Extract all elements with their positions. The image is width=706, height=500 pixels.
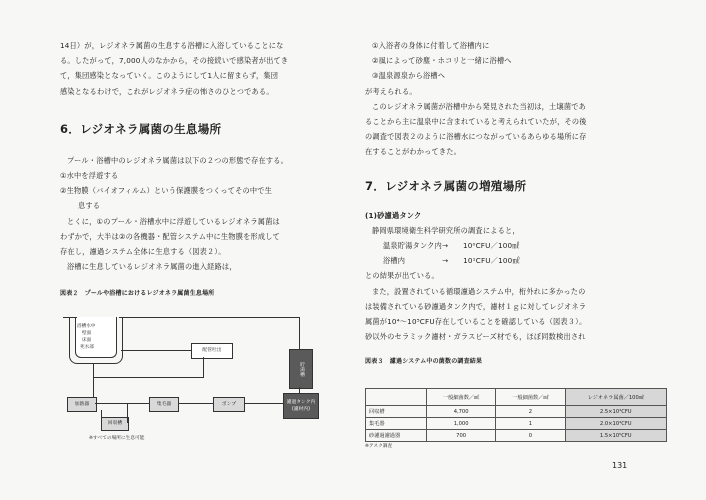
table-cell: 1.5×10⁵CFU [565,430,666,442]
table-cell: 700 [426,430,495,442]
paragraph-line: 感染となるわけで，これがレジオネラ症の怖さのひとつである。 [60,86,274,96]
paragraph-line: 属菌が10⁴〜10⁵CFU存在していることを確認している（図表３）。 [365,317,587,327]
pipe [203,357,204,378]
tank-label: 床面 [82,338,92,343]
pump-box: ポンプ [213,397,245,412]
table-row [366,406,667,418]
paragraph-line: 浴槽に生息しているレジオネラ属菌の進入経路は， [67,262,237,272]
paragraph-line: 14日）が，レジオネラ属菌の生息する浴槽に入浴していることにな [60,41,284,50]
paragraph-line: また，設置されている循環濾過システム中，桁外れに多かったの [372,286,586,296]
figure-2-note: ※すべての場所に生息可能 [89,436,145,441]
paragraph-line: 静岡県環境衛生科学研究所の調査によると， [372,225,520,235]
paragraph-line: の調査で図表２のように浴槽水につながっているあらゆる場所に存 [365,132,587,142]
pipe [95,403,300,404]
pipe [63,317,77,318]
pipe [119,317,299,318]
list-item-continued: 息する [78,201,101,211]
list-item: ①入浴者の身体に付着して浴槽内に [372,41,490,50]
table-cell: 砂濾過濾過器 [366,430,427,442]
table-cell: 4,700 [426,406,495,418]
inlet-box: 配管吐出 [191,343,233,359]
section-heading-6: 6．レジオネラ属菌の生息場所 [60,121,222,136]
table-row [366,430,667,442]
table-cell: 1 [496,418,565,430]
table-header: 一般細菌数／㎖ [496,389,565,406]
filter-tank-label: (濾材内) [291,407,311,412]
page-number: 131 [612,461,628,470]
figure-3-table [365,388,667,442]
pipe [93,377,203,378]
paragraph-line: このレジオネラ属菌が浴槽中から発見された当初は，土壌菌であ [372,101,586,111]
table-row [366,418,667,430]
subsection-heading: (1)砂濾過タンク [365,210,422,220]
table-header: レジオネラ属菌／100㎖ [565,389,666,406]
tank-labels [77,323,95,351]
recovery-box: 回収槽 [101,417,129,431]
right-column [365,38,665,365]
figure-2-caption: 図表２ プールや浴槽におけるレジオネラ属菌生息場所 [60,290,215,298]
tank-label: 死水部 [80,345,94,350]
pipe [121,350,191,351]
table-cell: 0 [496,430,565,442]
pipe [127,403,128,423]
collector-box: 集毛器 [149,397,179,412]
measurement-line: 温泉貯湯タンク内→ 10⁰CFU／100㎖ [383,241,520,251]
left-column [60,38,355,297]
paragraph-line: との結果が出ている。 [365,271,439,281]
paragraph-line: ることから主に温泉中に含まれていると考えられていたが，その後 [365,117,587,127]
table-cell: 2.0×10⁴CFU [565,418,666,430]
paragraph-line: わずかで，大半は②の各機器・配管システム中に生物膜を形成して [60,231,281,241]
paragraph-line: 砂以外のセラミック濾材・ガラスビーズ材でも，ほぼ同数検出され [365,332,586,342]
list-item: ①水中を浮遊する [60,171,119,181]
paragraph-line: る。したがって，7,000人のなかから，その接続いで感染者が出てき [60,56,289,66]
table-header [366,389,427,406]
storage-tank-box [289,349,313,389]
figure-3-note: ※アスク調査 [365,444,393,449]
figure-3-caption: 図表３ 濾過システム中の菌数の調査結果 [365,358,483,366]
paragraph-line: が考えられる。 [365,86,417,96]
paragraph-line: とくに，①のプール・浴槽水中に浮遊しているレジオネラ属菌は [67,216,280,226]
storage-tank-label: 貯湯槽 [299,361,304,377]
table-header: 一般細菌数／㎖ [426,389,495,406]
table-cell: 集毛器 [366,418,427,430]
table-cell: 2.5×10⁴CFU [565,406,666,418]
heater-box: 加熱器 [67,397,97,412]
filter-tank-label: 濾過タンク内 [286,400,316,405]
tank-label: 壁面 [82,331,92,336]
paragraph-line: は装備されている砂濾過タンク内で，濾材１ｇに対してレジオネラ [365,301,587,311]
paragraph-line: て，集団感染となっていく。このようにして1人に留まらず，集団 [60,71,279,81]
paragraph-line: プール・浴槽中のレジオネラ属菌は以下の２つの形態で存在する。 [67,155,289,165]
table-header-row [366,389,667,406]
list-item: ②生物膜（バイオフィルム）という保護膜をつくってその中で生 [60,186,273,196]
table-cell: 2 [496,406,565,418]
list-item: ②風によって砂塵・ホコリと一緒に浴槽へ [372,56,512,66]
paragraph-line: 存在し，濾過システム全体に生息する（図表２）。 [60,247,226,257]
paragraph-line: 在することがわかってきた。 [365,147,462,157]
figure-2-diagram [63,313,323,453]
list-item: ③温泉源泉から浴槽へ [372,71,446,81]
filter-tank-box [283,393,319,419]
section-heading-7: 7．レジオネラ属菌の増殖場所 [365,178,527,193]
table-cell: 回収槽 [366,406,427,418]
measurement-line: 浴槽内 → 10¹CFU／100㎖ [383,256,520,266]
tank-label: 浴槽水中 [77,324,96,329]
table-cell: 1,000 [426,418,495,430]
pipe [299,317,300,349]
